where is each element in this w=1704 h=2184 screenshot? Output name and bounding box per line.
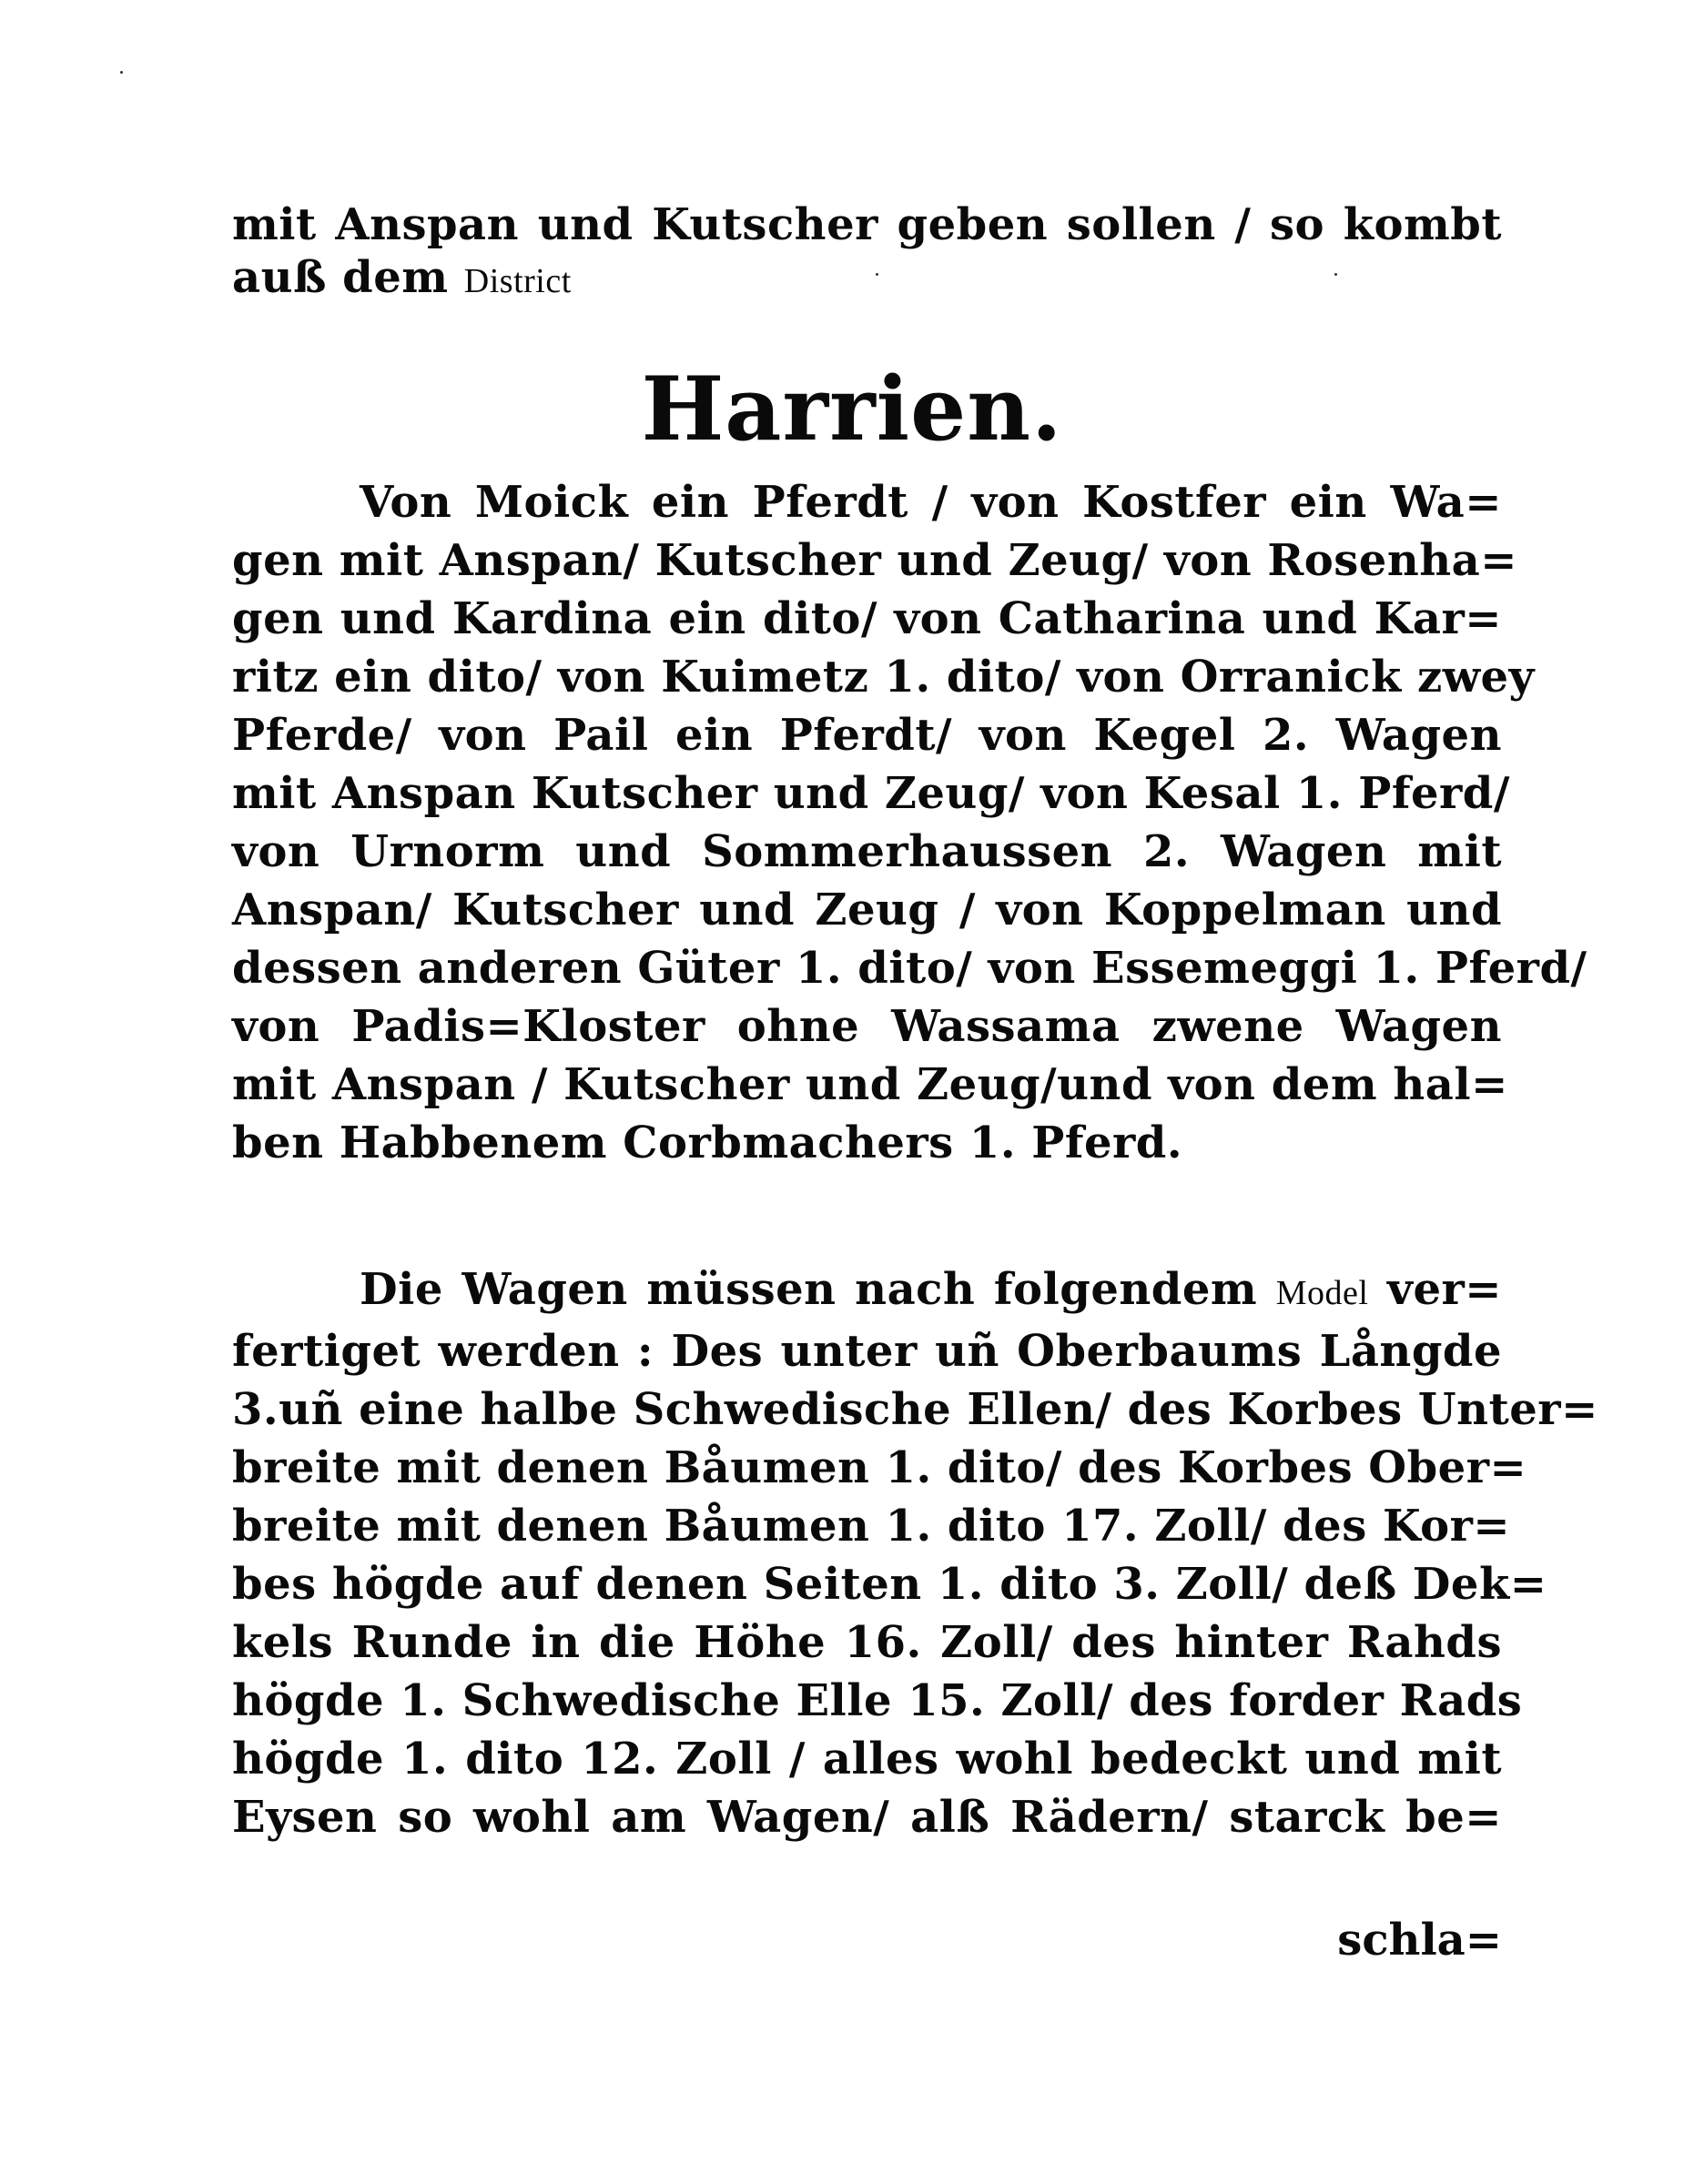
paragraph-line: von Padis=Kloster ohne Wassama zwene Wagen xyxy=(232,1001,1502,1052)
paragraph-line: fertiget werden : Des unter uñ Oberbaums Långde xyxy=(232,1326,1502,1377)
paragraph-line: 3.uñ eine halbe Schwedische Ellen/ des Korbes Unter= xyxy=(232,1384,1598,1435)
paragraph-line: Eysen so wohl am Wagen/ alß Rädern/ starck be= xyxy=(232,1792,1502,1843)
paragraph-line: Von Moick ein Pferdt / von Kostfer ein Wa= xyxy=(360,477,1502,528)
paragraph-wagon-model xyxy=(232,1260,1598,1846)
first-line-start: Die Wagen müssen nach folgendem xyxy=(360,1264,1276,1315)
paragraph-line: ritz ein dito/ von Kuimetz 1. dito/ von Orranick zwey xyxy=(232,652,1535,703)
model-word: Model xyxy=(1275,1274,1369,1312)
paragraph-harrien xyxy=(232,473,1587,1172)
intro-line-2-text: auß dem xyxy=(232,252,464,303)
paragraph-line: gen mit Anspan/ Kutscher und Zeug/ von Rosenha= xyxy=(232,535,1517,586)
paragraph-line: breite mit denen Båumen 1. dito/ des Korbes Ober= xyxy=(232,1442,1527,1493)
catchword: schla= xyxy=(1337,1915,1502,1966)
intro-line-2 xyxy=(232,251,1502,308)
paragraph-line: bes högde auf denen Seiten 1. dito 3. Zoll/ deß Dek= xyxy=(232,1559,1547,1610)
paragraph-line: breite mit denen Båumen 1. dito 17. Zoll/ des Kor= xyxy=(232,1501,1511,1552)
first-line-end: ver= xyxy=(1368,1264,1502,1315)
section-heading: Harrien. xyxy=(641,358,1063,460)
paper-speck xyxy=(120,71,123,74)
district-word: District xyxy=(463,262,572,300)
paragraph-line: högde 1. Schwedische Elle 15. Zoll/ des forder Rads xyxy=(232,1675,1523,1726)
paragraph-line: högde 1. dito 12. Zoll / alles wohl bedeckt und mit xyxy=(232,1734,1502,1785)
intro-line-1: mit Anspan und Kutscher geben sollen / so kombt xyxy=(232,199,1502,250)
paragraph-line: mit Anspan Kutscher und Zeug/ von Kesal 1. Pferd/ xyxy=(232,768,1510,819)
paragraph-line: von Urnorm und Sommerhaussen 2. Wagen mit xyxy=(232,826,1502,877)
paragraph-line: dessen anderen Güter 1. dito/ von Essemeggi 1. Pferd/ xyxy=(232,943,1587,994)
paragraph-line: mit Anspan / Kutscher und Zeug/und von dem hal= xyxy=(232,1059,1508,1110)
paragraph-line: gen und Kardina ein dito/ von Catharina und Kar= xyxy=(232,593,1502,644)
paragraph-line: Anspan/ Kutscher und Zeug / von Koppelman und xyxy=(232,885,1502,935)
paragraph-line-last: ben Habbenem Corbmachers 1. Pferd. xyxy=(232,1117,1183,1168)
paragraph-line: kels Runde in die Höhe 16. Zoll/ des hinter Rahds xyxy=(232,1617,1502,1668)
intro-lines xyxy=(232,198,1502,308)
paragraph-line: Pferde/ von Pail ein Pferdt/ von Kegel 2. Wagen xyxy=(232,710,1502,761)
paragraph-line-first xyxy=(232,1260,1502,1322)
